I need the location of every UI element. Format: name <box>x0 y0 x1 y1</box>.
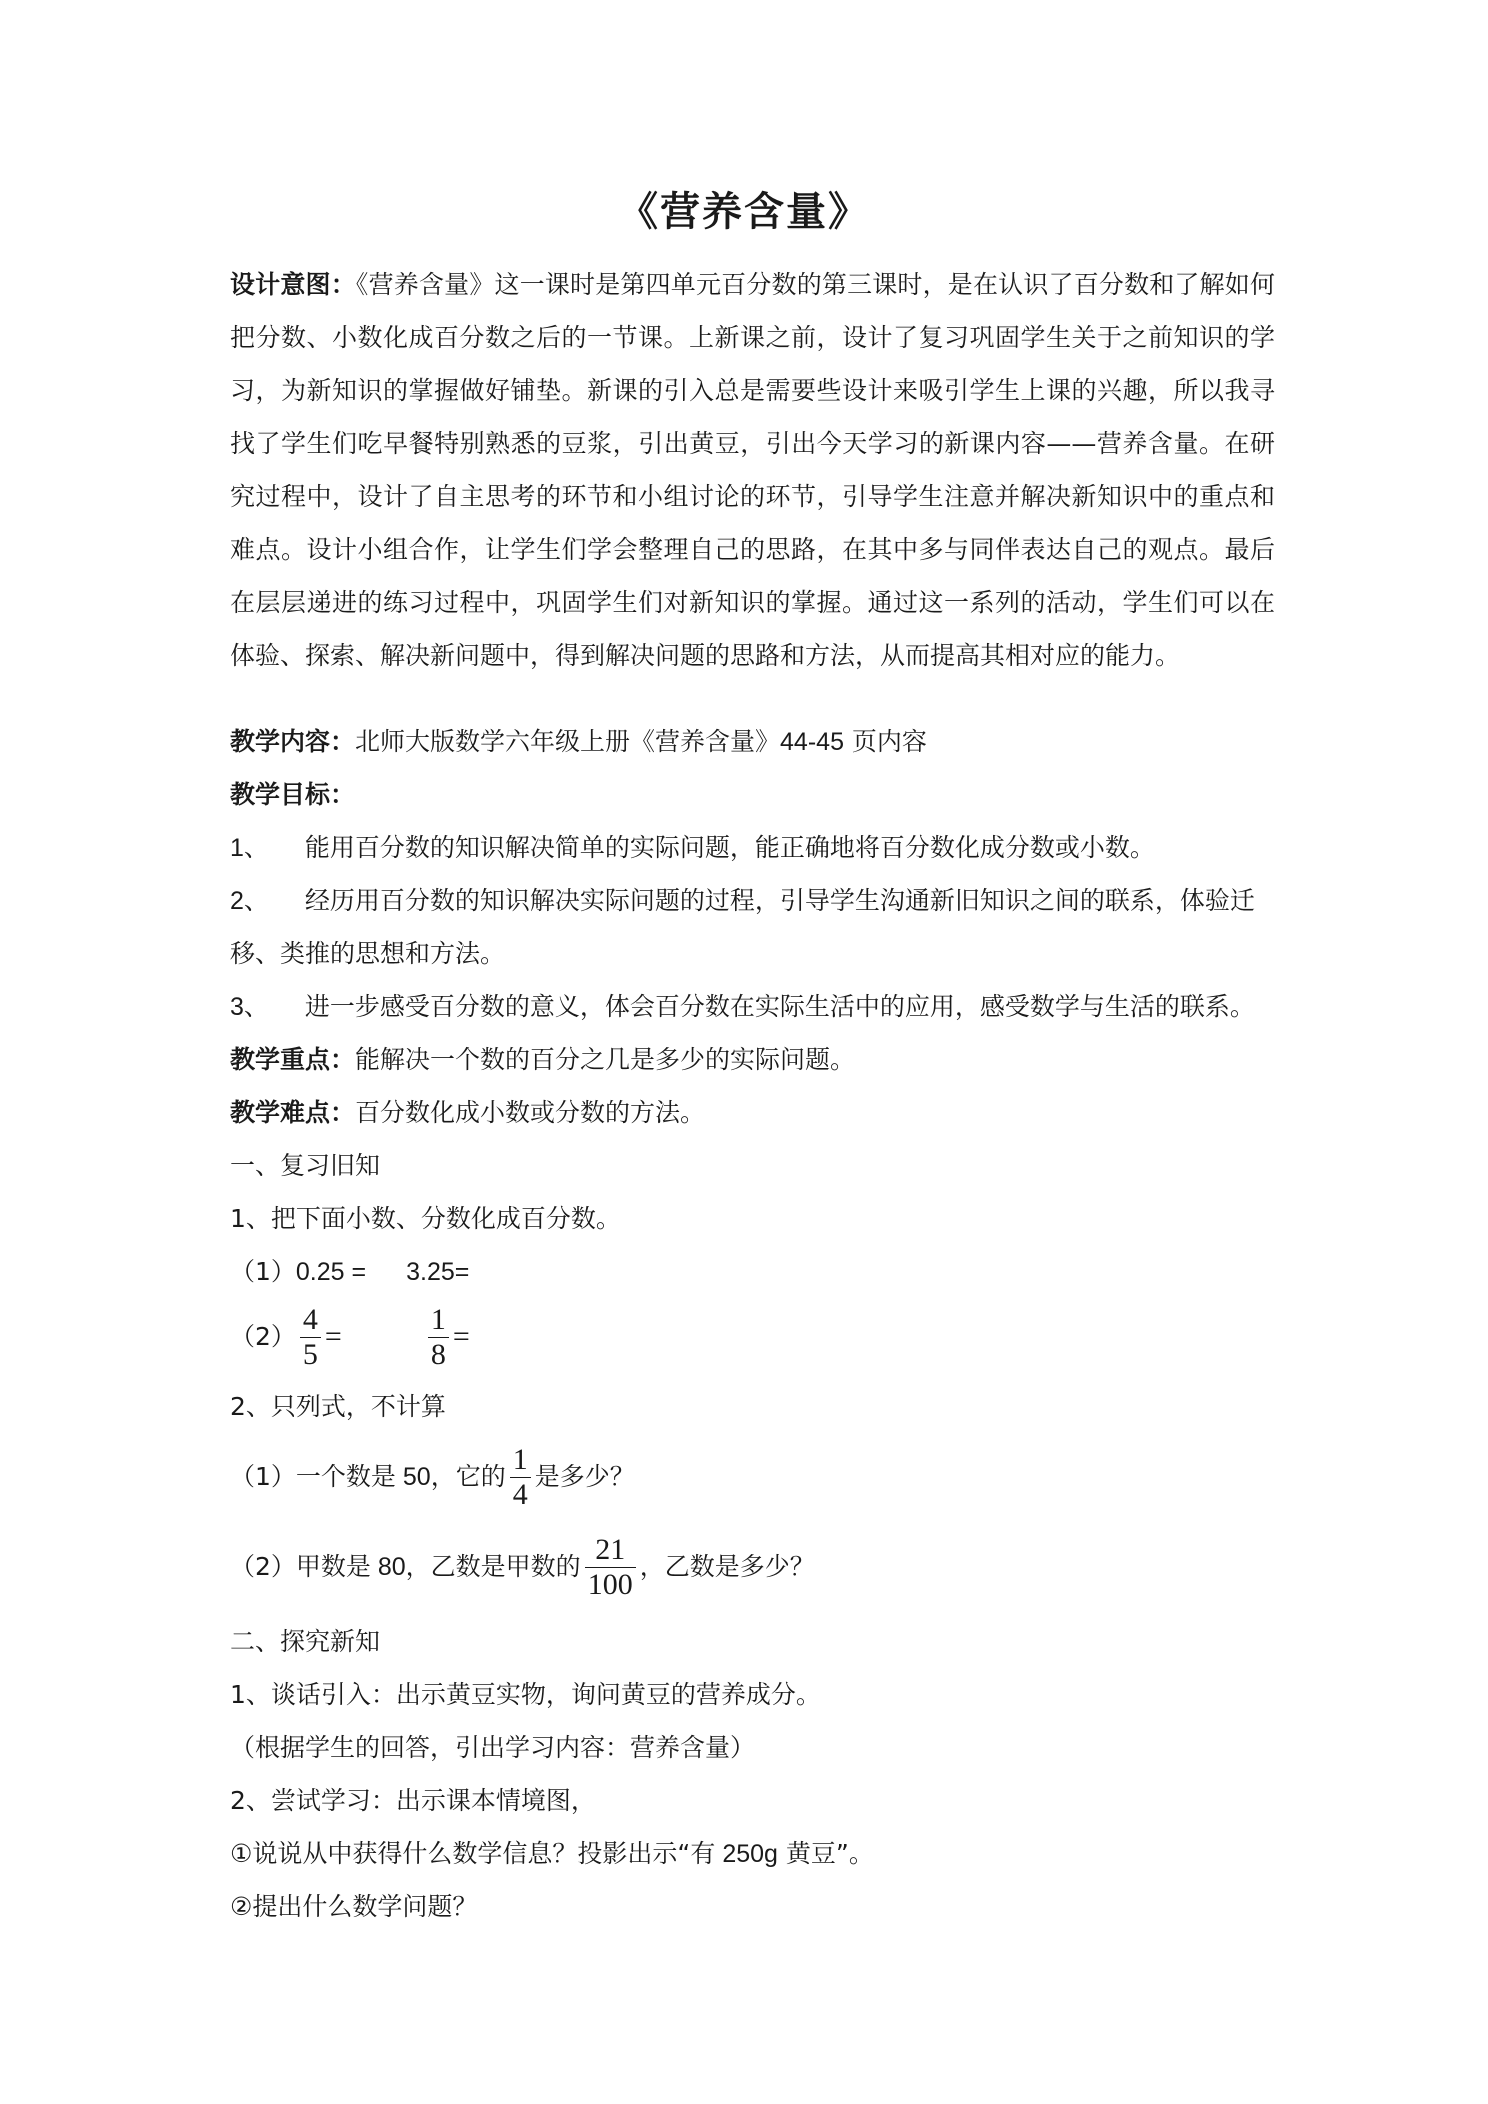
review-question-1: 1、把下面小数、分数化成百分数。 <box>230 1204 621 1233</box>
fraction-denominator: 5 <box>302 1337 318 1371</box>
fraction-numerator: 4 <box>300 1303 321 1338</box>
item-text: （2）甲数是 <box>230 1552 371 1581</box>
goal-number: 2、 <box>230 887 269 915</box>
teaching-content-suffix: 页内容 <box>843 727 927 756</box>
fraction-numerator: 1 <box>428 1303 449 1338</box>
review-question-1-2 <box>230 1298 470 1375</box>
item-number: 50 <box>395 1463 431 1491</box>
fraction-1-8 <box>428 1303 449 1372</box>
goal-item-1 <box>230 831 1155 865</box>
explore-step-2-b: ②提出什么数学问题？ <box>230 1892 478 1921</box>
goal-number: 3、 <box>230 993 269 1021</box>
key-point-label: 教学重点： <box>230 1045 356 1074</box>
document-title: 《营养含量》 <box>618 189 870 235</box>
fraction-1-4 <box>510 1443 531 1512</box>
explore-step-2: 2、尝试学习：出示课本情境图， <box>230 1786 596 1815</box>
item-text: 黄豆”。 <box>777 1839 874 1868</box>
review-question-2: 2、只列式，不计算 <box>230 1392 446 1421</box>
fraction-numerator: 21 <box>585 1533 636 1568</box>
explore-step-2-a <box>230 1837 874 1871</box>
goal-number: 1、 <box>230 834 269 862</box>
teaching-difficulty <box>230 1096 705 1130</box>
fraction-numerator: 1 <box>510 1443 531 1478</box>
goal-text: 进一步感受百分数的意义，体会百分数在实际生活中的应用，感受数学与生活的联系。 <box>304 992 1255 1021</box>
item-text: 是多少？ <box>534 1462 635 1491</box>
item-number: 250g <box>715 1840 778 1868</box>
fraction-denominator: 8 <box>430 1337 446 1371</box>
difficulty-text: 百分数化成小数或分数的方法。 <box>355 1098 706 1127</box>
item-text: ，乙数是甲数的 <box>405 1552 581 1581</box>
item-text: ①说说从中获得什么数学信息？投影出示“有 <box>230 1839 716 1868</box>
fraction-4-5 <box>300 1303 321 1372</box>
teaching-goals-label: 教学目标： <box>230 780 356 809</box>
equals-sign: = <box>324 1320 342 1353</box>
explore-step-1-note: （根据学生的回答，引出学习内容：营养含量） <box>230 1733 756 1762</box>
review-question-2-1 <box>230 1438 635 1515</box>
explore-step-1: 1、谈话引入：出示黄豆实物，询问黄豆的营养成分。 <box>230 1680 821 1709</box>
item-number: 80 <box>370 1553 406 1581</box>
item-prefix: （2） <box>230 1322 296 1351</box>
key-point-text: 能解决一个数的百分之几是多少的实际问题。 <box>355 1045 856 1074</box>
fraction-21-100 <box>585 1533 636 1602</box>
goal-item-2 <box>230 884 1255 918</box>
decimal-expr-b: 3.25= <box>406 1258 470 1286</box>
item-text: ，它的 <box>430 1462 506 1491</box>
goal-item-3 <box>230 990 1255 1024</box>
design-intent-text: 《营养含量》这一课时是第四单元百分数的第三课时，是在认识了百分数和了解如何把分数、小数化成百分数之后的一节课。上新课之前，设计了复习巩固学生关于之前知识的学习，为新知识的掌握做好铺垫。新课的引入总是需要些设计来吸引学生上课的兴趣，所以我寻找了学生们吃早餐特别熟悉的豆浆，引出黄豆，引出今天学习的新课内容——营养含量。在研究过程中，设计了自主思考的环节和小组讨论的环节，引导学生注意并解决新知识中的重点和难点。设计小组合作，让学生们学会整理自己的思路，在其中多与同伴表达自己的观点。最后在层层递进的练习过程中，巩固学生们对新知识的掌握。通过这一系列的活动，学生们可以在体验、探索、解决新问题中，得到解决问题的思路和方法，从而提高其相对应的能力。 <box>230 270 1275 670</box>
fraction-denominator: 4 <box>512 1477 528 1511</box>
design-intent-paragraph <box>230 258 1275 682</box>
goal-text: 能用百分数的知识解决简单的实际问题，能正确地将百分数化成分数或小数。 <box>304 833 1155 862</box>
equals-sign: = <box>452 1320 470 1353</box>
item-text: ，乙数是多少？ <box>639 1552 815 1581</box>
teaching-content-label: 教学内容： <box>230 727 356 756</box>
difficulty-label: 教学难点： <box>230 1098 356 1127</box>
design-intent-label: 设计意图： <box>230 270 356 299</box>
section-heading-review: 一、复习旧知 <box>230 1151 381 1180</box>
section-heading-explore: 二、探究新知 <box>230 1627 381 1656</box>
teaching-content <box>230 725 927 759</box>
item-text: （1）一个数是 <box>230 1462 396 1491</box>
review-question-2-2 <box>230 1528 815 1605</box>
fraction-denominator: 100 <box>587 1567 633 1601</box>
decimal-expr-a: 0.25 = <box>295 1258 367 1286</box>
teaching-content-pages: 44-45 <box>780 728 844 756</box>
goal-text: 经历用百分数的知识解决实际问题的过程，引导学生沟通新旧知识之间的联系，体验迁 <box>304 886 1255 915</box>
teaching-key-point <box>230 1043 855 1077</box>
teaching-content-text: 北师大版数学六年级上册《营养含量》 <box>355 727 781 756</box>
review-question-1-1 <box>230 1255 469 1289</box>
goal-item-2-continued: 移、类推的思想和方法。 <box>230 939 506 968</box>
item-prefix: （1） <box>230 1257 296 1286</box>
